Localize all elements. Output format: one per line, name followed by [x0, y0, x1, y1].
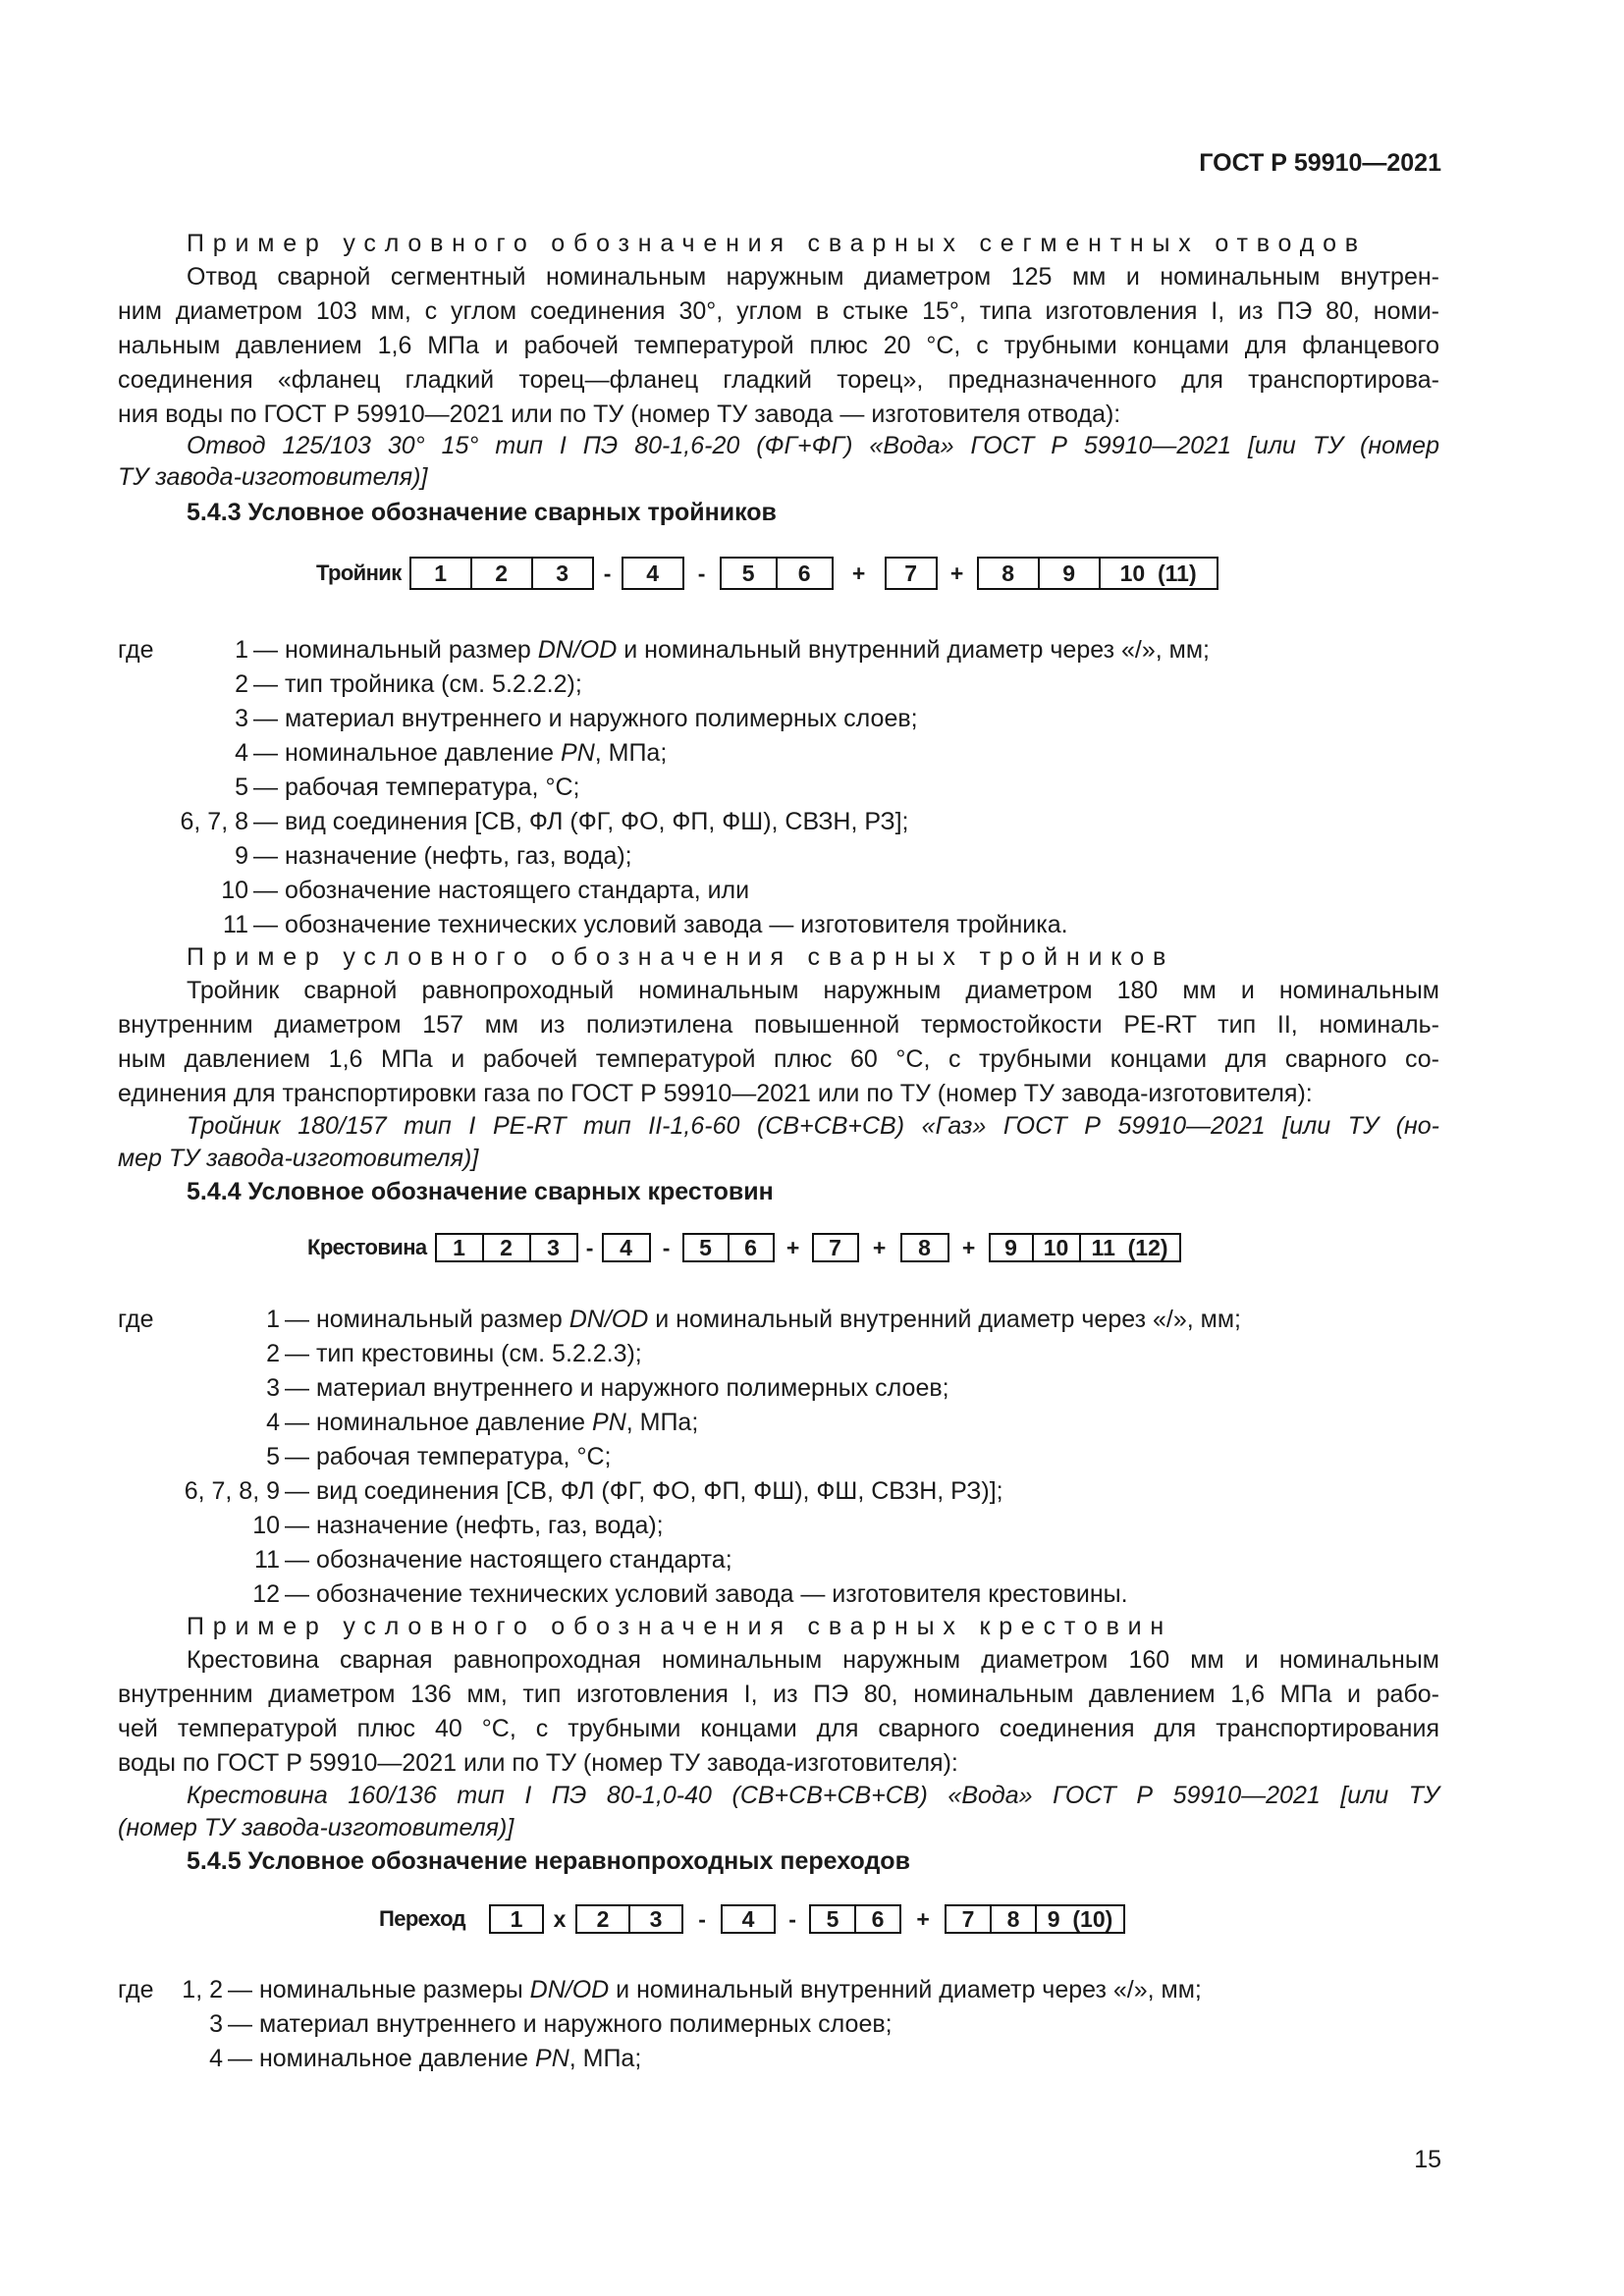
scheme-cell: 7	[961, 1905, 975, 1932]
otvod-line-5: ния воды по ГОСТ Р 59910—2021 или по ТУ (номер ТУ завода — изготовителя отвода):	[118, 400, 1121, 428]
scheme-cell: 5	[699, 1234, 712, 1260]
scheme-cell: 7	[904, 560, 918, 586]
scheme-cell: 5	[741, 560, 755, 586]
scheme-cell: 3	[531, 559, 592, 588]
scheme-group-2	[622, 557, 684, 590]
scheme-cell: 2	[482, 1235, 529, 1260]
scheme-cell: 8	[990, 1906, 1035, 1932]
otvod-line-3: нальным давлением 1,6 МПа и рабочей температурой плюс 20 °С, с трубными концами для фланцевого	[118, 332, 1439, 359]
item-num: 6, 7, 8	[180, 808, 248, 835]
scheme-cell: 9	[1038, 559, 1099, 588]
page-number: 15	[1414, 2146, 1441, 2173]
item-num: 2	[266, 1340, 280, 1367]
scheme-cell: 6	[776, 559, 832, 588]
scheme-cell: 1	[453, 1234, 465, 1260]
scheme-group-6	[989, 1233, 1181, 1262]
otvod-example-2: ТУ завода-изготовителя)]	[118, 463, 428, 491]
item-num: 4	[209, 2045, 223, 2072]
scheme-cell: 5	[826, 1905, 839, 1932]
krestovina-example-2: (номер ТУ завода-изготовителя)]	[118, 1814, 514, 1842]
scheme-cell: 11 (12)	[1079, 1235, 1179, 1260]
scheme-group-4	[812, 1233, 859, 1262]
scheme-cell: 6	[854, 1906, 899, 1932]
troynik-line-1: Тройник сварной равнопроходный номинальным наружным диаметром 180 мм и номинальным	[187, 977, 1439, 1004]
scheme-cell: 9 (10)	[1035, 1906, 1123, 1932]
item-num: 3	[266, 1374, 280, 1402]
scheme-multiply: x	[553, 1905, 567, 1932]
scheme-group-5	[977, 557, 1218, 590]
item-text: — номинальный размер DN/OD и номинальный внутренний диаметр через «/», мм;	[253, 636, 1210, 664]
scheme-plus: +	[916, 1905, 930, 1932]
scheme-group-2	[575, 1904, 683, 1934]
scheme-group-3	[682, 1233, 775, 1262]
item-num: 11	[254, 1546, 280, 1574]
scheme-troynik	[316, 557, 1218, 590]
scheme-label: Тройник	[316, 561, 402, 585]
item-text: — обозначение настоящего стандарта, или	[253, 877, 750, 904]
krestovina-line-2: внутренним диаметром 136 мм, тип изготовления I, из ПЭ 80, номинальным давлением 1,6 МПа и рабо-	[118, 1681, 1439, 1708]
item-num: 9	[235, 842, 248, 870]
item-text: — номинальное давление PN, МПа;	[285, 1409, 699, 1436]
troynik-line-4: единения для транспортировки газа по ГОСТ Р 59910—2021 или по ТУ (номер ТУ завода-изготовителя):	[118, 1080, 1313, 1107]
troynik-line-2: внутренним диаметром 157 мм из полиэтилена повышенной термостойкости PE-RT тип II, номиналь-	[118, 1011, 1439, 1039]
scheme-dash: -	[698, 1905, 706, 1932]
item-num: 1	[235, 636, 248, 664]
scheme-group-3	[721, 1904, 776, 1934]
scheme-group-3	[720, 557, 834, 590]
item-text: — рабочая температура, °С;	[253, 774, 580, 801]
scheme-dash: -	[603, 560, 612, 586]
scheme-plus: +	[949, 560, 964, 586]
scheme-cell: 6	[728, 1235, 773, 1260]
item-num: 10	[221, 877, 248, 904]
section-title-5-4-3: 5.4.3 Условное обозначение сварных тройников	[187, 499, 777, 526]
scheme-cell: 1	[434, 560, 448, 586]
item-num: 6, 7, 8, 9	[184, 1477, 280, 1505]
scheme-plus: +	[851, 560, 866, 586]
item-text: — вид соединения [СВ, ФЛ (ФГ, ФО, ФП, ФШ), СВЗН, РЗ];	[253, 808, 909, 835]
section-title-5-4-4: 5.4.4 Условное обозначение сварных крестовин	[187, 1178, 774, 1205]
item-text: — обозначение настоящего стандарта;	[285, 1546, 732, 1574]
scheme-dash: -	[788, 1905, 796, 1932]
item-text: — материал внутреннего и наружного полимерных слоев;	[285, 1374, 949, 1402]
troynik-line-3: ным давлением 1,6 МПа и рабочей температурой плюс 60 °С, с трубными концами для сварного со-	[118, 1045, 1439, 1073]
krestovina-example-1: Крестовина 160/136 тип I ПЭ 80-1,0-40 (СВ+СВ+СВ+СВ) «Вода» ГОСТ Р 59910—2021 [или ТУ	[187, 1782, 1439, 1809]
item-text: — назначение (нефть, газ, вода);	[253, 842, 632, 870]
scheme-group-4	[885, 557, 938, 590]
item-num: 4	[266, 1409, 280, 1436]
scheme-cell: 7	[829, 1234, 841, 1260]
scheme-label: Крестовина	[307, 1235, 427, 1259]
otvod-example-1: Отвод 125/103 30° 15° тип I ПЭ 80-1,6-20 (ФГ+ФГ) «Вода» ГОСТ Р 59910—2021 [или ТУ (номер	[187, 432, 1439, 459]
item-text: — материал внутреннего и наружного полимерных слоев;	[228, 2010, 893, 2038]
scheme-group-5	[945, 1904, 1125, 1934]
item-text: — номинальные размеры DN/OD и номинальный внутренний диаметр через «/», мм;	[228, 1976, 1202, 2003]
scheme-cell: 10 (11)	[1099, 559, 1217, 588]
item-num: 5	[235, 774, 248, 801]
example-heading-krestovina: Пример условного обозначения сварных крестовин	[187, 1613, 1173, 1640]
scheme-plus: +	[785, 1234, 800, 1260]
item-text: — номинальное давление PN, МПа;	[253, 739, 668, 767]
item-text: — обозначение технических условий завода — изготовителя крестовины.	[285, 1580, 1128, 1608]
scheme-cell: 3	[529, 1235, 576, 1260]
scheme-cell: 4	[646, 560, 660, 586]
item-num: 3	[235, 705, 248, 732]
item-num: 5	[266, 1443, 280, 1470]
scheme-cell: 4	[741, 1905, 755, 1932]
item-text: — назначение (нефть, газ, вода);	[285, 1512, 664, 1539]
otvod-line-1: Отвод сварной сегментный номинальным наружным диаметром 125 мм и номинальным внутрен-	[187, 263, 1439, 291]
scheme-cell: 10	[1032, 1235, 1079, 1260]
item-text: — номинальный размер DN/OD и номинальный внутренний диаметр через «/», мм;	[285, 1306, 1241, 1333]
item-num: 2	[235, 670, 248, 698]
scheme-label: Переход	[379, 1906, 466, 1931]
example-heading-otvod: Пример условного обозначения сварных сегментных отводов	[187, 230, 1367, 257]
where-label: где	[118, 1976, 154, 2003]
item-num: 10	[252, 1512, 280, 1539]
example-heading-troynik: Пример условного обозначения сварных тройников	[187, 943, 1175, 971]
scheme-cell: 9	[1004, 1234, 1017, 1260]
scheme-group-1	[489, 1904, 544, 1934]
item-text: — обозначение технических условий завода — изготовителя тройника.	[253, 911, 1068, 938]
where-label: где	[118, 1306, 154, 1333]
scheme-group-2	[602, 1233, 651, 1262]
item-text: — номинальное давление PN, МПа;	[228, 2045, 642, 2072]
troynik-example-2: мер ТУ завода-изготовителя)]	[118, 1145, 479, 1172]
scheme-perekhod	[379, 1904, 1125, 1934]
scheme-cell: 8	[1001, 560, 1015, 586]
scheme-dash: -	[697, 560, 706, 586]
krestovina-line-4: воды по ГОСТ Р 59910—2021 или по ТУ (номер ТУ завода-изготовителя):	[118, 1749, 958, 1777]
item-text: — тип крестовины (см. 5.2.2.3);	[285, 1340, 642, 1367]
item-num: 3	[209, 2010, 223, 2038]
krestovina-line-3: чей температурой плюс 40 °С, с трубными концами для сварного соединения для транспортирования	[118, 1715, 1439, 1742]
item-num: 12	[252, 1580, 280, 1608]
scheme-group-5	[900, 1233, 949, 1262]
scheme-cell: 2	[470, 559, 531, 588]
scheme-cell: 1	[510, 1905, 523, 1932]
scheme-dash: -	[662, 1234, 671, 1260]
troynik-example-1: Тройник 180/157 тип I PE-RT тип II-1,6-60 (СВ+СВ+СВ) «Газ» ГОСТ Р 59910—2021 [или ТУ (но-	[187, 1112, 1439, 1140]
item-num: 1	[266, 1306, 280, 1333]
scheme-group-1	[409, 557, 594, 590]
scheme-dash: -	[585, 1234, 594, 1260]
scheme-plus: +	[872, 1234, 887, 1260]
item-num: 11	[223, 911, 248, 938]
krestovina-line-1: Крестовина сварная равнопроходная номинальным наружным диаметром 160 мм и номинальным	[187, 1646, 1439, 1674]
item-text: — материал внутреннего и наружного полимерных слоев;	[253, 705, 918, 732]
scheme-cell: 8	[918, 1234, 931, 1260]
section-title-5-4-5: 5.4.5 Условное обозначение неравнопроходных переходов	[187, 1847, 910, 1875]
scheme-cell: 2	[596, 1905, 610, 1932]
scheme-plus: +	[961, 1234, 976, 1260]
item-num: 1, 2	[182, 1976, 223, 2003]
otvod-line-4: соединения «фланец гладкий торец—фланец гладкий торец», предназначенного для транспортирова-	[118, 366, 1439, 394]
scheme-group-1	[435, 1233, 578, 1262]
item-text: — тип тройника (см. 5.2.2.2);	[253, 670, 582, 698]
standard-header: ГОСТ Р 59910—2021	[1199, 149, 1441, 177]
where-label: где	[118, 636, 154, 664]
scheme-cell: 4	[620, 1234, 632, 1260]
scheme-krestovina	[307, 1233, 1181, 1262]
item-text: — вид соединения [СВ, ФЛ (ФГ, ФО, ФП, ФШ), ФШ, СВЗН, РЗ)];	[285, 1477, 1003, 1505]
item-text: — рабочая температура, °С;	[285, 1443, 612, 1470]
scheme-group-4	[809, 1904, 901, 1934]
otvod-line-2: ним диаметром 103 мм, с углом соединения 30°, углом в стыке 15°, типа изготовления I, из ПЭ 80, номи-	[118, 297, 1439, 325]
scheme-cell: 3	[628, 1906, 681, 1932]
item-num: 4	[235, 739, 248, 767]
